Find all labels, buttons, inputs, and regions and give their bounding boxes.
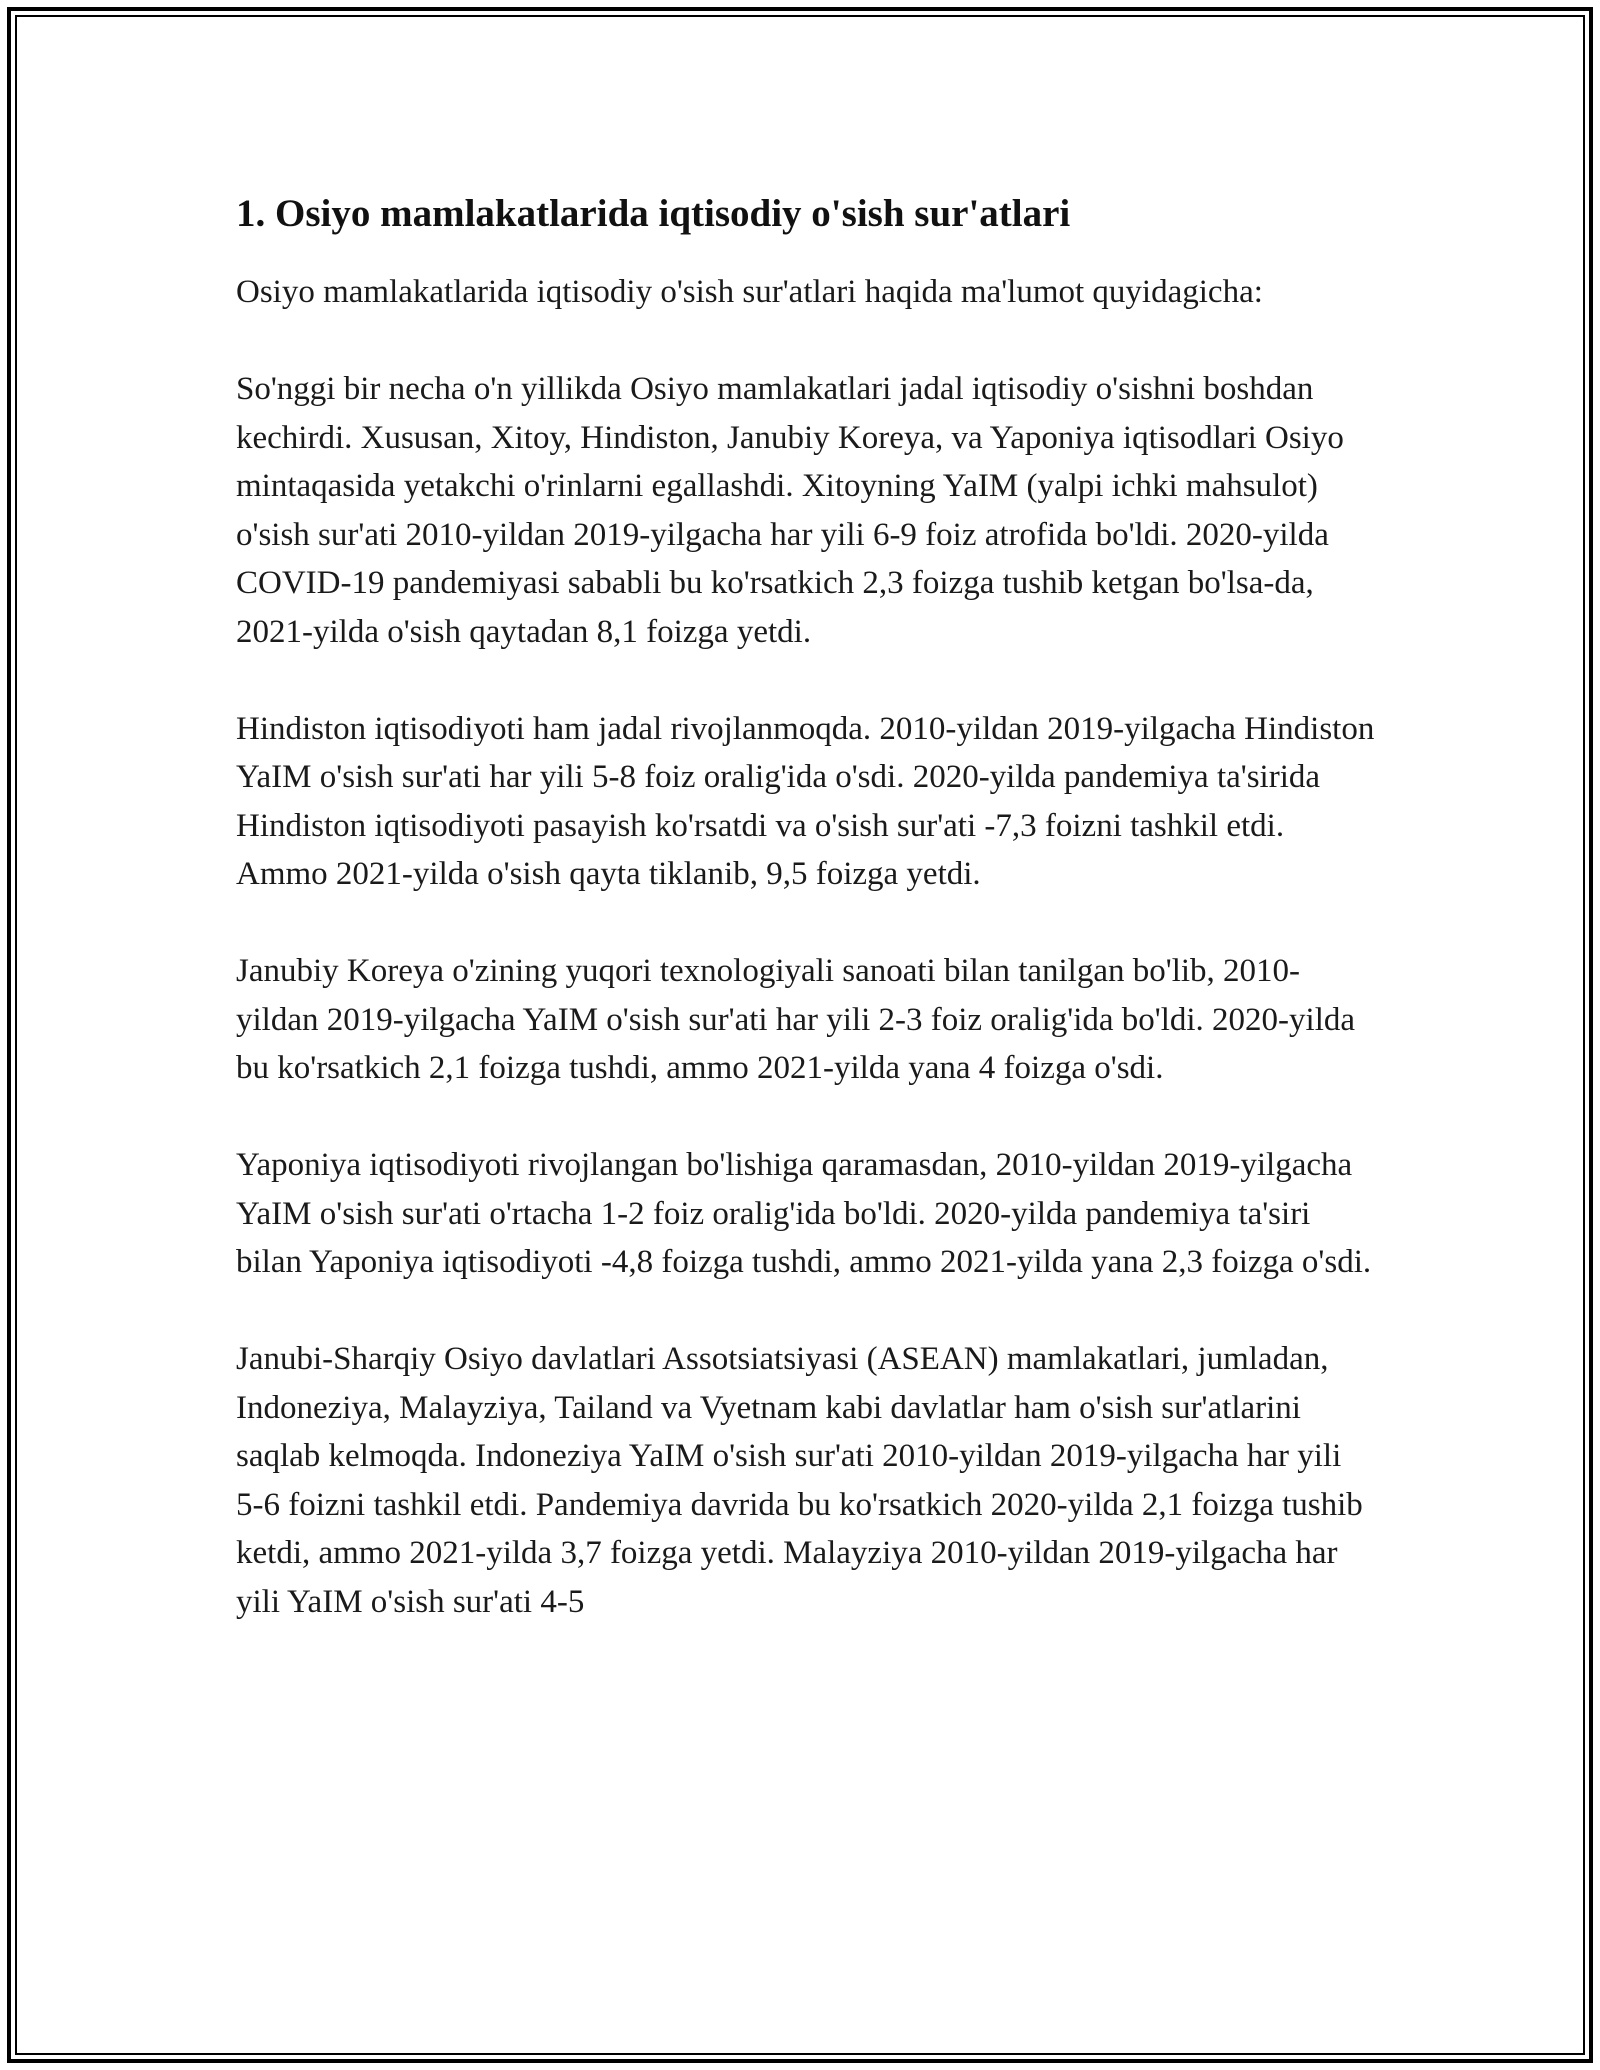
- paragraph-china: So'nggi bir necha o'n yillikda Osiyo mamlakatlari jadal iqtisodiy o'sishni boshdan kechirdi. Xususan, Xitoy, Hindiston, Janubiy Koreya, va Yaponiya iqtisodlari Osiyo mintaqasida yetakchi o'rinlarni egallashdi. Xitoyning YaIM (yalpi ichki mahsulot) o'sish sur'ati 2010-yildan 2019-yilgacha har yili 6-9 foiz atrofida bo'ldi. 2020-yilda COVID-19 pandemiyasi sababli bu ko'rsatkich 2,3 foizga tushib ketgan bo'lsa-da, 2021-yilda o'sish qaytadan 8,1 foizga yetdi.: [236, 371, 1344, 650]
- paragraph-south-korea: Janubiy Koreya o'zining yuqori texnologiyali sanoati bilan tanilgan bo'lib, 2010-yildan 2019-yilgacha YaIM o'sish sur'ati har yili 2-3 foiz oralig'ida bo'ldi. 2020-yilda bu ko'rsatkich 2,1 foizga tushdi, ammo 2021-yilda yana 4 foizga o'sdi.: [236, 953, 1356, 1086]
- section-heading: 1. Osiyo mamlakatlarida iqtisodiy o'sish sur'atlari: [236, 192, 1071, 235]
- paragraph-asean: Janubi-Sharqiy Osiyo davlatlari Assotsiatsiyasi (ASEAN) mamlakatlari, jumladan, Indoneziya, Malayziya, Tailand va Vyetnam kabi davlatlar ham o'sish sur'atlarini saqlab kelmoqda. Indoneziya YaIM o'sish sur'ati 2010-yildan 2019-yilgacha har yili 5-6 foizni tashkil etdi. Pandemiya davrida bu ko'rsatkich 2020-yilda 2,1 foizga tushib ketdi, ammo 2021-yilda 3,7 foizga yetdi. Malayziya 2010-yildan 2019-yilgacha har yili YaIM o'sish sur'ati 4-5: [236, 1341, 1363, 1620]
- intro-paragraph: Osiyo mamlakatlarida iqtisodiy o'sish sur'atlari haqida ma'lumot quyidagicha:: [236, 274, 1263, 310]
- paragraph-japan: Yaponiya iqtisodiyoti rivojlangan bo'lishiga qaramasdan, 2010-yildan 2019-yilgacha YaIM o'sish sur'ati o'rtacha 1-2 foiz oralig'ida bo'ldi. 2020-yilda pandemiya ta'siri bilan Yaponiya iqtisodiyoti -4,8 foizga tushdi, ammo 2021-yilda yana 2,3 foizga o'sdi.: [236, 1147, 1372, 1280]
- document-body: [236, 188, 1376, 1675]
- paragraph-india: Hindiston iqtisodiyoti ham jadal rivojlanmoqda. 2010-yildan 2019-yilgacha Hindiston YaIM o'sish sur'ati har yili 5-8 foiz oralig'ida o'sdi. 2020-yilda pandemiya ta'sirida Hindiston iqtisodiyoti pasayish ko'rsatdi va o'sish sur'ati -7,3 foizni tashkil etdi. Ammo 2021-yilda o'sish qayta tiklanib, 9,5 foizga yetdi.: [236, 710, 1375, 892]
